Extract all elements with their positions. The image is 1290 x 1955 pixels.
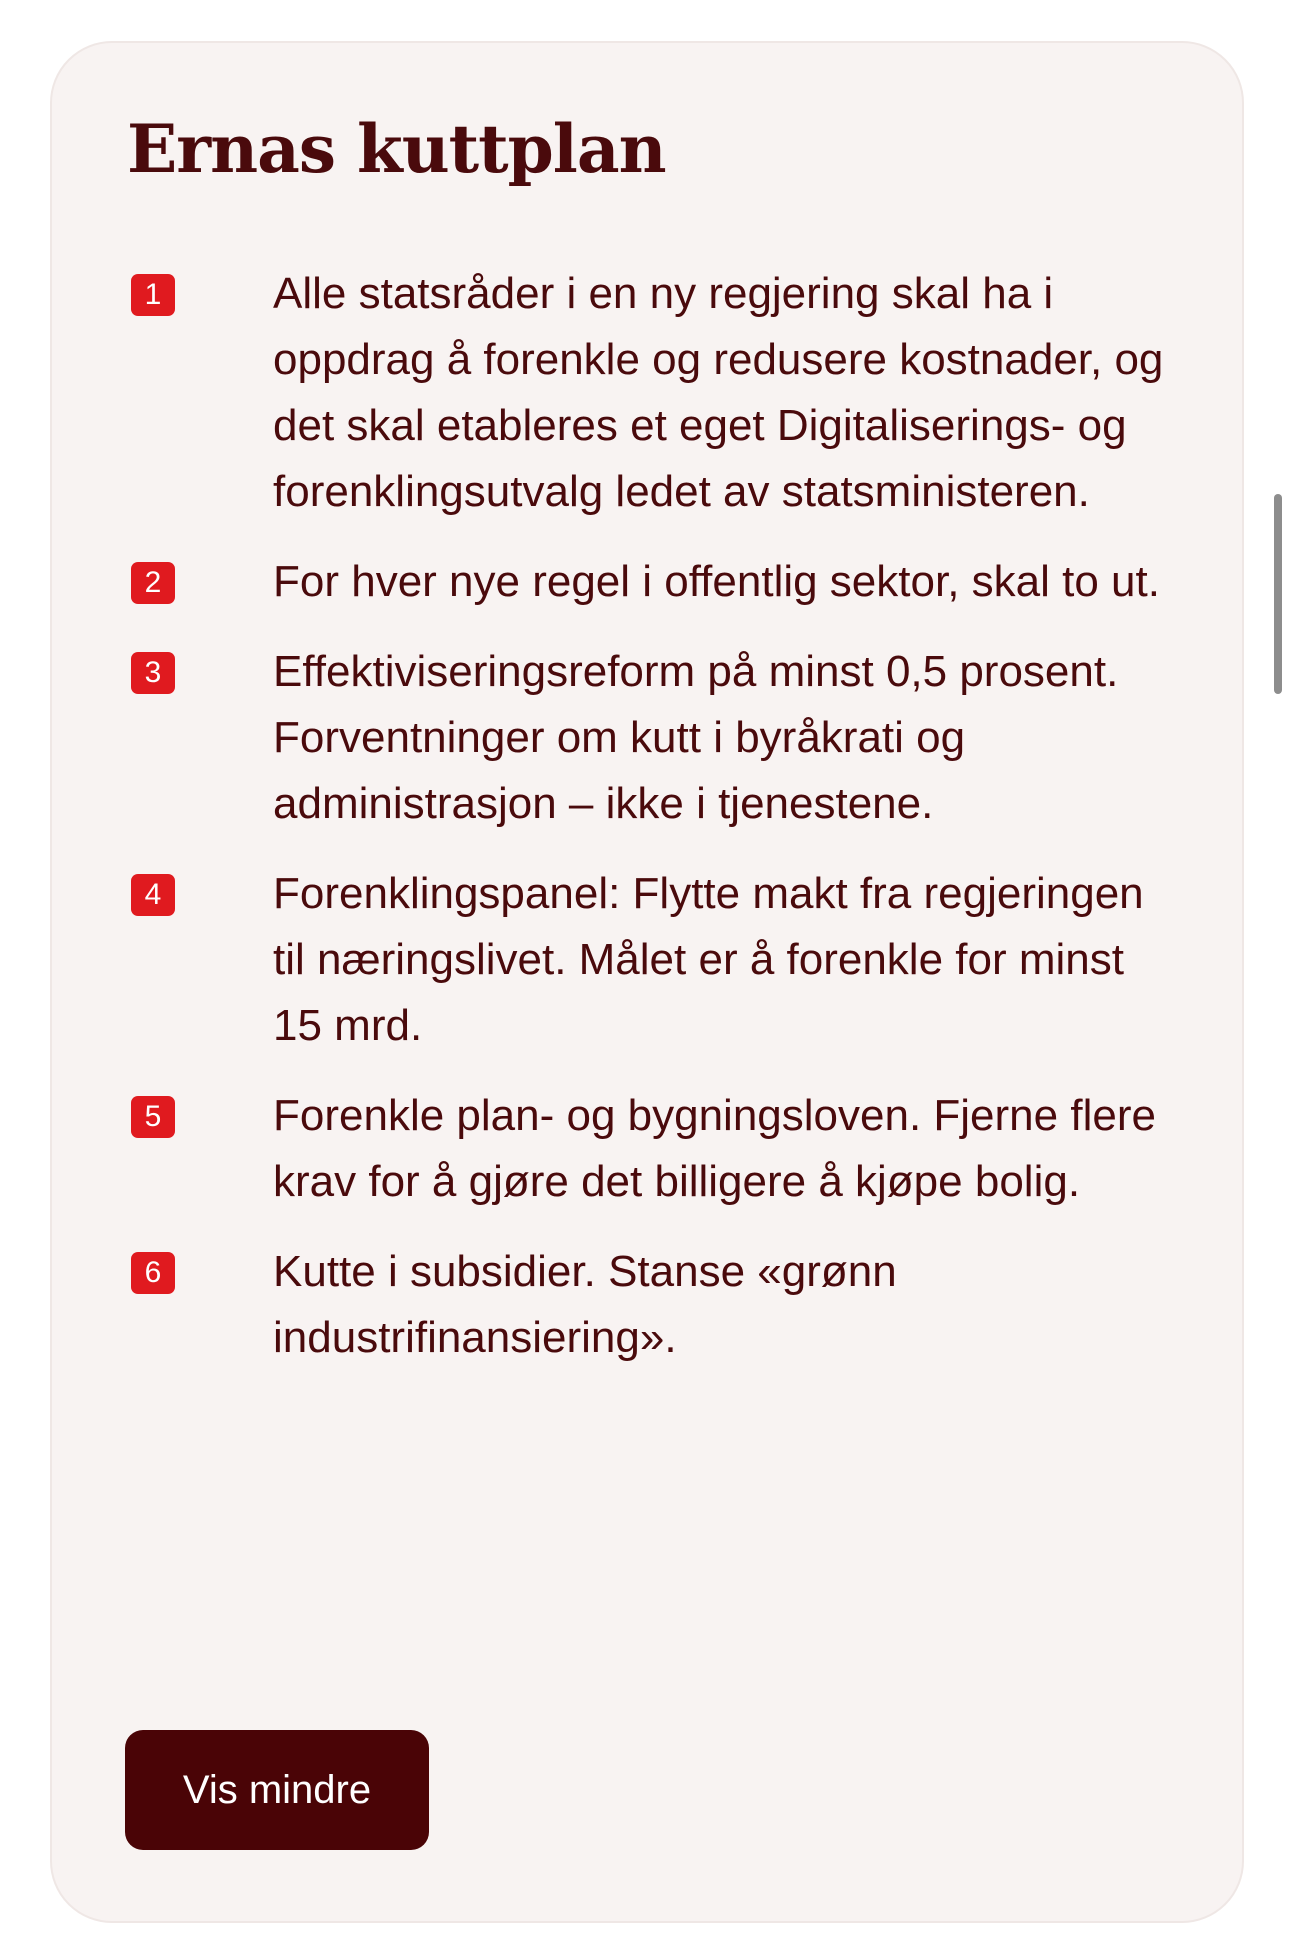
list-item-text: Forenkle plan- og bygningsloven. Fjerne flere krav for å gjøre det billigere å kjøpe bolig. [273,1091,1156,1206]
list-item-text: Effektiviseringsreform på minst 0,5 prosent. Forventninger om kutt i byråkrati og administrasjon – ikke i tjenestene. [273,647,1119,828]
number-badge: 5 [131,1096,175,1138]
scrollbar-thumb[interactable] [1274,494,1282,694]
number-badge: 1 [131,274,175,316]
number-badge: 6 [131,1252,175,1294]
list-item [127,861,1177,1059]
list-item-text: For hver nye regel i offentlig sektor, skal to ut. [273,557,1160,606]
card-title: Ernas kuttplan [127,110,666,188]
cut-plan-list [127,261,1177,1395]
list-item [127,639,1177,837]
show-less-button[interactable]: Vis mindre [125,1730,429,1850]
list-item-text: Kutte i subsidier. Stanse «grønn industrifinansiering». [273,1247,897,1362]
info-card [50,41,1244,1923]
number-badge: 4 [131,874,175,916]
list-item [127,1239,1177,1371]
list-item [127,549,1177,615]
list-item-text: Alle statsråder i en ny regjering skal ha i oppdrag å forenkle og redusere kostnader, og det skal etableres et eget Digitaliserings- og forenklingsutvalg ledet av statsministeren. [273,269,1164,516]
number-badge: 3 [131,652,175,694]
list-item [127,1083,1177,1215]
number-badge: 2 [131,562,175,604]
list-item-text: Forenklingspanel: Flytte makt fra regjeringen til næringslivet. Målet er å forenkle for minst 15 mrd. [273,869,1144,1050]
list-item [127,261,1177,525]
